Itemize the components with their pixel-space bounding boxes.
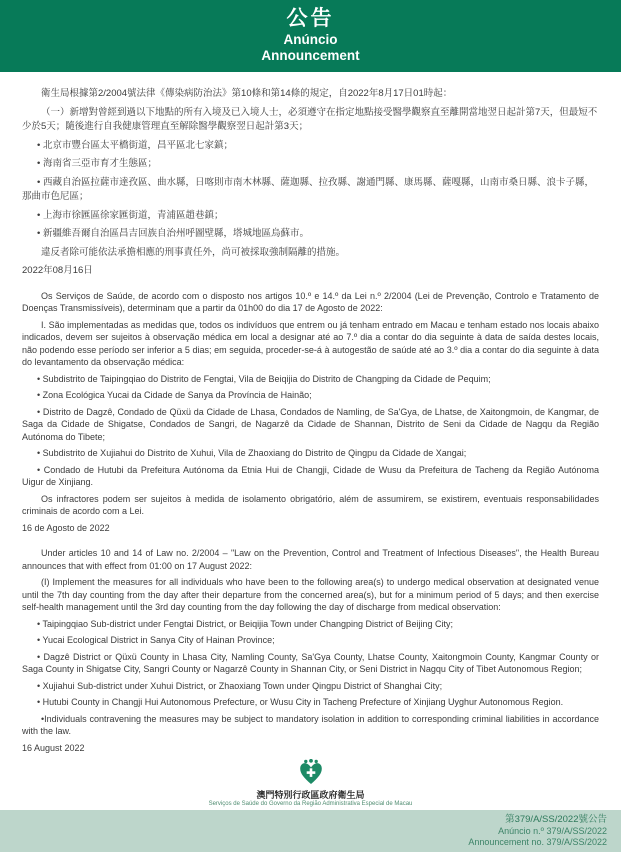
en-location-item: • Hutubi County in Changji Hui Autonomous Prefecture, or Wusu City in Tacheng Prefecture of Xinjiang Uyghur Autonomous Region.	[37, 697, 564, 707]
zh-measures-paragraph: （一）新增對曾經到過以下地點的所有入境及已入境人士，必須遵守在指定地點接受醫學觀察直至離開當地翌日起計第7天，但最短不少於5天；隨後進行自我健康管理直至解除醫學觀察翌日起計第3天；	[22, 106, 598, 132]
zh-location-item: • 上海市徐匯區徐家匯街道，青浦區趙巷鎮；	[37, 209, 224, 221]
zh-location-item: • 西藏自治區拉薩市達孜區、曲水縣，日喀則市南木林縣、薩迦縣、拉孜縣、謝通門縣、康馬縣、薩嘎縣，山南市桑日縣、浪卡子縣，那曲市色尼區；	[22, 176, 594, 202]
footer-bar	[0, 810, 621, 852]
en-location-item: • Yucai Ecological District in Sanya City of Hainan Province;	[37, 635, 275, 645]
en-location-item: • Dagzê District or Qüxü County in Lhasa City, Namling County, Sa'Gya County, Lhatse County, Xaitongmoin County, Kangmar County or Saga County in Shigatse City, Sangri County or Nagarzê County in Shannan City, or Seni District in Nagqu City of Tibet Autonomous Region;	[22, 651, 599, 674]
bureau-name-zh: 澳門特別行政區政府衛生局	[256, 789, 365, 800]
zh-date: 2022年08月16日	[22, 265, 93, 276]
pt-measures-paragraph: I. São implementadas as medidas que, todos os indivíduos que entrem ou já tenham entrado em Macau e tenham estado nos locais abaixo indicados, devem ser sujeitos à observação médica em local a designar até ao 7.º dia a contar do dia seguinte à data de saída destes locais, não podendo esse período ser inferior a 5 dias; em seguida, proceder-se-á à autogestão de saúde até ao 3.º dia a contar do dia seguinte à data do levantamento da observação médica:	[22, 319, 599, 367]
en-location-item: • Taipingqiao Sub-district under Fengtai District, or Beiqijia Town under Changping District of Beijing City;	[37, 618, 454, 629]
health-bureau-signature	[0, 759, 621, 808]
health-bureau-logo-icon	[299, 759, 323, 790]
pt-date: 16 de Agosto de 2022	[22, 522, 110, 533]
pt-penalty-paragraph: Os infractores podem ser sujeitos à medida de isolamento obrigatório, além de assumirem, se existirem, eventuais responsabilidades criminais de acordo com a Lei.	[22, 493, 599, 516]
zh-location-item: • 北京市豐台區太平橋街道，昌平區北七家鎮；	[37, 139, 233, 151]
pt-location-item: • Condado de Hutubi da Prefeitura Autónoma da Etnia Hui de Changji, Cidade de Wusu da Prefeitura de Tacheng da Região Autónoma Uigur de Xinjiang.	[22, 464, 599, 487]
header-title-zh: 公告	[286, 7, 335, 30]
zh-location-item: • 海南省三亞市育才生態區；	[37, 158, 157, 169]
portuguese-section	[22, 290, 599, 535]
announcement-body	[0, 72, 621, 754]
ref-number-en: Announcement no. 379/A/SS/2022	[468, 837, 607, 847]
pt-intro-paragraph: Os Serviços de Saúde, de acordo com o disposto nos artigos 10.º e 14.º da Lei n.º 2/2004 (Lei de Prevenção, Controlo e Tratamento de Doenças Transmissíveis), determinam que a partir da 01h00 do dia 17 de Agosto de 2022:	[22, 290, 599, 313]
en-intro-paragraph: Under articles 10 and 14 of Law no. 2/2004 – "Law on the Prevention, Control and Treatment of Infectious Diseases", the Health Bureau announces that with effect from 01:00 on 17 August 2022:	[22, 548, 599, 571]
en-measures-paragraph: (I) Implement the measures for all individuals who have been to the following area(s) to undergo medical observation at designated venue until the 7th day counting from the day after their departure from the concerned area(s), but for a minimum period of 5 days; and then exercise self-health management until the 3rd day counting from the day following the day of discharge from medical observation:	[22, 577, 599, 612]
english-section	[22, 547, 599, 754]
zh-intro-paragraph: 衛生局根據第2/2004號法律《傳染病防治法》第10條和第14條的規定，自2022年8月17日01時起：	[41, 88, 453, 99]
ref-number-zh: 第379/A/SS/2022號公告	[505, 814, 607, 825]
en-location-item: • Xujiahui Sub-district under Xuhui District, or Zhaoxiang Town under Qingpu District of Shanghai City;	[37, 680, 443, 691]
zh-location-item: • 新疆維吾爾自治區昌吉回族自治州呼圖壁縣，塔城地區烏蘇市。	[37, 228, 309, 239]
pt-location-item: • Distrito de Dagzê, Condado de Qüxü da Cidade de Lhasa, Condados de Namling, de Sa'Gya, de Lhatse, de Xaitongmoin, de Kangmar, de Saga da Cidade de Shigatse, Condados de Sangri, de Nagarzê da Cidade de Shannan, Distrito de Seni da Cidade de Nagqu da Região Autónoma do Tibete;	[22, 406, 599, 442]
header-title-en: Announcement	[261, 48, 360, 63]
pt-location-item: • Subdistrito de Xujiahui do Distrito de Xuhui, Vila de Zhaoxiang do Distrito de Qingpu da Cidade de Xangai;	[37, 448, 467, 458]
en-date: 16 August 2022	[22, 742, 85, 753]
announcement-header	[0, 0, 621, 72]
bureau-name-pt: Serviços de Saúde do Governo da Região Administrativa Especial de Macau	[208, 801, 413, 808]
en-penalty-paragraph: •Individuals contravening the measures may be subject to mandatory isolation in addition to corresponding criminal liabilities in accordance with the law.	[22, 713, 599, 736]
chinese-section	[22, 87, 599, 279]
header-title-pt: Anúncio	[283, 32, 338, 47]
pt-location-item: • Zona Ecológica Yucai da Cidade de Sanya da Província de Hainão;	[37, 390, 312, 400]
ref-number-pt: Anúncio n.º 379/A/SS/2022	[498, 826, 607, 836]
pt-location-item: • Subdistrito de Taipingqiao do Distrito de Fengtai, Vila de Beiqijia do Distrito de Changping da Cidade de Pequim;	[37, 373, 491, 384]
zh-penalty-paragraph: 違反者除可能依法承擔相應的刑事責任外，尚可被採取強制隔離的措施。	[41, 246, 346, 258]
